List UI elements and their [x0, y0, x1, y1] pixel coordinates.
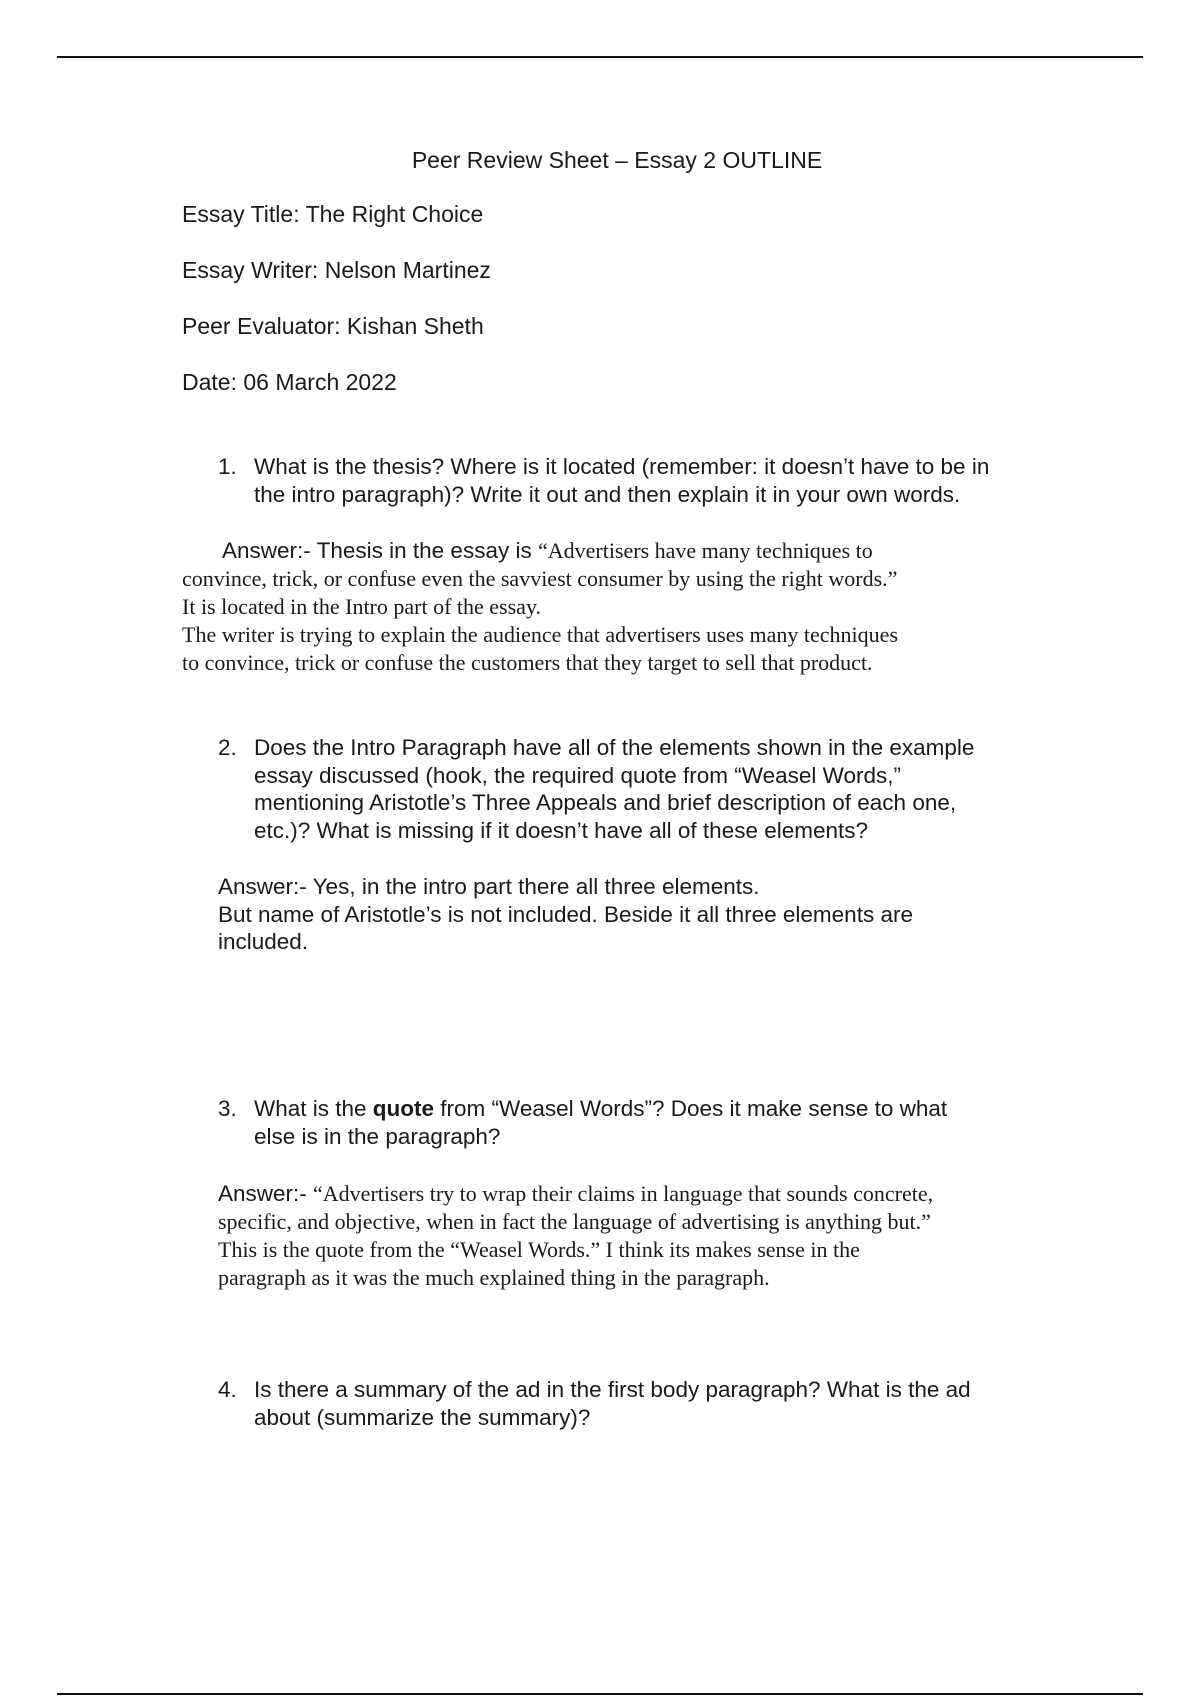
question-text-line: about (summarize the summary)? [254, 1404, 591, 1430]
answer-line: Answer:- Yes, in the intro part there all three elements. [218, 874, 760, 899]
answer-line: specific, and objective, when in fact the language of advertising is anything but.” [218, 1209, 931, 1234]
question-1 [218, 453, 1078, 508]
question-text-line: else is in the paragraph? [254, 1123, 501, 1149]
answer-line: to convince, trick or confuse the customers that they target to sell that product. [182, 650, 873, 675]
essay-writer-row [182, 256, 491, 284]
question-2 [218, 734, 1078, 844]
question-number: 4. [218, 1377, 237, 1402]
answer-3 [218, 1180, 933, 1292]
answer-lead: Answer:- Thesis in the essay is [222, 538, 538, 563]
question-text-line: etc.)? What is missing if it doesn’t have all of these elements? [254, 817, 869, 843]
answer-line [218, 1180, 933, 1208]
question-number: 3. [218, 1096, 237, 1121]
peer-evaluator-value: Kishan Sheth [346, 313, 484, 339]
answer-text: “Advertisers try to wrap their claims in language that sounds concrete, [313, 1181, 934, 1206]
answer-line: paragraph as it was the much explained thing in the paragraph. [218, 1265, 770, 1290]
peer-evaluator-row [182, 312, 484, 340]
answer-lead: Answer:- [218, 1181, 314, 1206]
question-bold-word: quote [372, 1096, 435, 1121]
date-row [182, 368, 397, 396]
question-text-line: What is the thesis? Where is it located (remember: it doesn’t have to be in [254, 454, 990, 479]
answer-line [182, 537, 898, 565]
question-text-segment: What is the [254, 1096, 373, 1121]
essay-title-row [182, 200, 483, 228]
answer-1 [182, 537, 898, 677]
bottom-rule [57, 1693, 1143, 1695]
page-title: Peer Review Sheet – Essay 2 OUTLINE [411, 147, 823, 173]
date-value: 06 March 2022 [243, 369, 397, 395]
top-rule [57, 56, 1143, 58]
question-number: 1. [218, 454, 237, 479]
answer-line: convince, trick, or confuse even the savviest consumer by using the right words.” [182, 566, 898, 591]
question-text-line: the intro paragraph)? Write it out and then explain it in your own words. [254, 481, 961, 507]
answer-line: The writer is trying to explain the audience that advertisers uses many techniques [182, 622, 898, 647]
answer-text: “Advertisers have many techniques to [537, 538, 873, 563]
question-text-segment: from “Weasel Words”? Does it make sense to what [434, 1096, 948, 1121]
question-text-line: essay discussed (hook, the required quote from “Weasel Words,” [254, 762, 901, 788]
question-text-line: Does the Intro Paragraph have all of the elements shown in the example [254, 735, 975, 760]
essay-writer-value: Nelson Martinez [324, 257, 491, 283]
question-text-line: mentioning Aristotle’s Three Appeals and brief description of each one, [254, 790, 957, 815]
answer-line: included. [218, 929, 309, 954]
essay-title-value: The Right Choice [305, 201, 484, 227]
peer-evaluator-label: Peer Evaluator: [182, 313, 341, 339]
question-3 [218, 1095, 1078, 1150]
answer-line: This is the quote from the “Weasel Words.” I think its makes sense in the [218, 1237, 860, 1262]
question-text-line: Is there a summary of the ad in the first body paragraph? What is the ad [254, 1377, 971, 1402]
question-4 [218, 1376, 1078, 1431]
question-text-line [254, 1095, 1078, 1123]
answer-line: It is located in the Intro part of the essay. [182, 594, 542, 619]
essay-title-label: Essay Title: [182, 201, 300, 227]
essay-writer-label: Essay Writer: [182, 257, 319, 283]
question-number: 2. [218, 735, 237, 760]
date-label: Date: [182, 369, 237, 395]
answer-line: But name of Aristotle’s is not included. Beside it all three elements are [218, 901, 913, 927]
answer-2 [218, 873, 1018, 956]
